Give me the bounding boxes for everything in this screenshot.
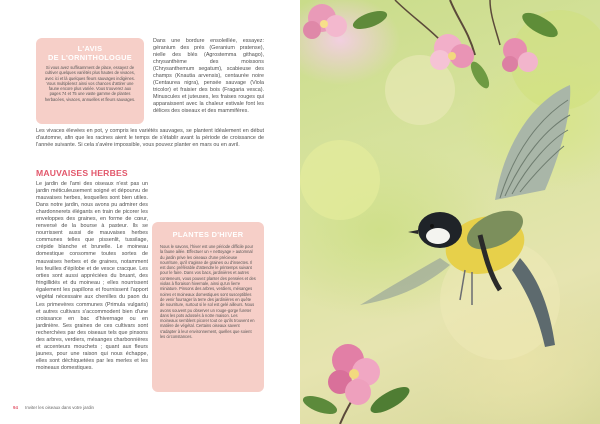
winter-box-title: PLANTES D'HIVER xyxy=(172,230,244,239)
bird-wing xyxy=(495,85,570,200)
great-tit-illustration xyxy=(300,0,600,424)
blossom-top-middle xyxy=(430,34,474,70)
paragraph-top-right: Dans une bordure ensoleillée, essayez: géranium des prés (Geranium pratense), nielle des blés (Agrostemma githago), chrysanthème des moissons (Chrysanthemum segatum), scabieuse des champs (Knautia arvensis), centaurée noire (Centaurea nigra), pensée sauvage (Viola tricolor) et fraisier des bois (Fragaria vesca). Minuscules et juteuses, les fraises rouges qui apparaissent avec la chaleur estivale font les délices des oiseaux et des mammifères. xyxy=(153,38,264,115)
paragraph-weeds: Le jardin de l'ami des oiseaux n'est pas un jardin méticuleusement soigné et dépourvu de mauvaises herbes, lesquelles sont bien utiles. Dans notre jardin, nous avons pu admirer des chardonnerets élégants en train de picorer les enveloppes des graines, en forme de cœur, renversé de la bourse à pasteur. Ils se nourrissent aussi de mauvaises herbes communes telles que pissenlit, tussilage, crépide blanche et brunelle. Le moineau domestique consomme toutes sortes de mauvaises herbes et de graines, notamment les feuilles d'épilobe et de vesce cracque. Les orties sont aussi appréciées du bruant, des fringillidés et du moineau ; elles nourrissent également les papillons et fournissent l'apport végétal nécessaire aux chenilles du paon du xyxy=(36,181,148,299)
tip-box-body: Si vous avez suffisamment de place, essayez de cultiver quelques variétés plus hautes de vivaces, avec ici et là quelques fleurs sauvages indigènes. Vous multiplierez ainsi vos chances d'attirer une faune encore plus variée. Vous trouverez aux pages 74 et 75 une vaste gamme de plantes herbacées, vivaces, annuelles et fleurs sauvages. xyxy=(44,65,136,102)
branch xyxy=(490,0,500,45)
paragraph-weeds-intro xyxy=(36,181,264,182)
bokeh-blob xyxy=(300,140,380,220)
leaf xyxy=(301,392,340,417)
section-heading: MAUVAISES HERBES xyxy=(36,168,128,178)
leaf xyxy=(351,7,390,32)
bird-lower-wing xyxy=(360,258,450,305)
leaf xyxy=(367,382,413,418)
bird-head xyxy=(408,212,462,248)
winter-plants-box xyxy=(152,222,264,392)
branch xyxy=(395,0,440,40)
winter-box-body: Nous le savons, l'hiver est une période difficile pour la faune ailée. Effectuer un « nettoyage » automnal du jardin prive les oiseaux d'une précieuse nourriture, qu'il s'agisse de graines ou d'insectes. Il est donc préférable d'attendre le printemps suivant pour le faire. Dans vos bacs, jardinières et autres conteneurs, vous pouvez planter des pensées et des violas à floraison hivernale, ainsi qu'un lierre miniature. Pinsons des arbres, verdiers, mésanges noires et moineaux domestiques sont susceptibles de venir fourrager la terre des jardinières en quête de nourriture, surtout si le sol est gelé ailleurs. Nous avons souvent pu observer un rouge-gorge fureter dans les pots adossés à notre maison. Les moineaux semblent picorer tout ce qu'ils trouvent en matière de végétal. Certains oiseaux savent s'adapter à leur environnement, quelles que soient les circonstances. xyxy=(160,244,256,340)
tip-box-title: L'AVIS DE L'ORNITHOLOGUE xyxy=(47,44,133,62)
ornithologist-tip-box xyxy=(36,38,144,124)
blossom-bottom xyxy=(328,344,380,405)
page-number: 94 xyxy=(13,405,18,410)
paragraph-primroses: Les primevères communes (Primula vulgaris) et autres cultivars s'accommodent bien d'une croissance en bac d'hivernage ou en jardinière. Ses graines de ces cultivars sont recherchées par des oiseaux tels que pinsons des arbres, verdiers, mésanges charbonnières et accenteurs mouchets ; quant aux fleurs jaunes, pour une raison qui nous échappe, elles sont déchiquetées par les merles et les moineaux domestiques. xyxy=(36,302,148,372)
bird-photo xyxy=(300,0,600,424)
paragraph-planting: Les vivaces élevées en pot, y compris les variétés sauvages, se plantent idéalement en début d'automne, afin que les racines aient le temps de s'établir avant la période de croissance de l'année suivante. Si cela s'avère impossible, vous pouvez planter en mars ou en avril. xyxy=(36,128,264,149)
page-footer xyxy=(13,405,94,410)
footer-title: Inviter les oiseaux dans votre jardin xyxy=(25,405,94,410)
blossom-top-left xyxy=(303,4,347,39)
